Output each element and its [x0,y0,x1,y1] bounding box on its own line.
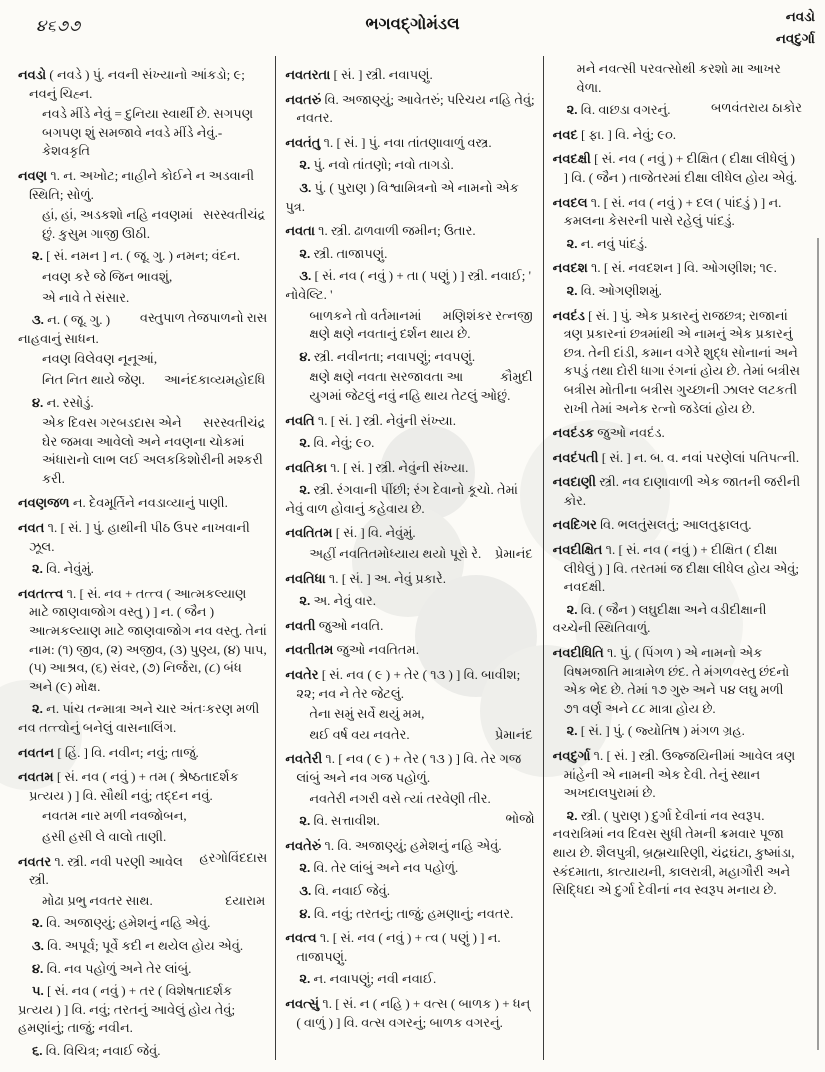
quote-line [309,368,532,405]
text-columns [18,56,810,1060]
dictionary-entry [285,570,534,589]
entry-text: વિ. વિચિત્ર; નવાઈ જેવું. [45,1042,161,1058]
dictionary-entry [285,837,534,856]
headword: નવતેરું [285,837,325,853]
sense-number: ૨. [566,807,581,823]
headword: નવતિધા [285,570,329,586]
sense-number: ૩. [299,268,315,284]
quote-line [309,705,532,724]
entry-text: હાં, હાં, અડકશો નહિ નવણમાં છું. કુસુમ ગાજી ઊઠી. [42,207,194,241]
sense-line [285,179,534,216]
quote-line [42,828,265,847]
entry-text: નવડે મીંડે નેવું = દુનિયા સ્વાર્થી છે. સગપણ બગપણ શું સમજાવે નવડે મીંડે નેવું.-કેશવકૃતિ [42,106,254,159]
sense-line [285,245,534,264]
entry-text: [ હિં. ] વિ. નવીન; નવું; તાજું. [57,744,199,760]
source-attribution: પ્રેમાનંદ [494,726,533,742]
entry-text: વિ. અપૂર્વ; પૂર્વે કદી ન થયેલ હોય એવું. [47,937,244,953]
dictionary-entry [285,134,534,153]
sense-number: ૨. [299,245,314,261]
sense-line [553,601,802,638]
entry-text: વિ. અજાણ્યું; હમેશનું નહિ એવું. [46,915,211,931]
headword: નવદિગર [552,517,601,533]
entry-text: [ સં. ] વિ. નેવુંમું. [335,525,416,541]
entry-text: ૧. [ સં. નવ ( નવું ) + દલ ( પાંદડું ) ] ન. કમલના કેસરની પાસે રહેલું પાંદડું. [563,194,782,229]
quote-line [42,892,265,911]
headword: નવતેર [285,667,322,683]
headword: નવતરું [285,91,325,107]
sense-number: ૨. [299,435,314,451]
headword: નવતા [285,223,319,239]
quote-line [42,105,265,161]
dictionary-entry [285,641,534,660]
quote-line [309,545,532,564]
dictionary-entry [285,412,534,431]
headword: નવદક્ષી [552,151,595,167]
guide-word-top: નવડો [785,9,815,24]
entry-text: સ્ત્રી. ( પુરાણ ) દુર્ગા દેવીનાં નવ સ્વરૂપ. નવરાત્રિમાં નવ દિવસ સુધી તેમની ક્રમવાર પૂજા થાય છે. શૈલપુત્રી, બ્રહ્મચારિણી, ચંદ્રઘંટા, કુષ્માંડા, સ્કંદમાતા, કાત્યાયની, કાલરાત્રી, મહાગૌરી અને સિદ્ધિદા એ દુર્ગા દેવીનાં નવ સ્વરૂપ મનાય છે. [552,807,795,898]
dictionary-entry [285,66,534,85]
source-attribution: હરગોવિંદદાસ [199,849,268,865]
entry-text: વિ. વાછડા વગરનું. [580,102,671,118]
dictionary-entry [285,750,534,787]
entry-text: બાળકને તો વર્તમાનમાં ક્ષણે ક્ષણે નવતાનું દર્શન થાય છે. [309,307,471,342]
sense-line [18,247,267,266]
entry-text: નવતેરી નગરી વસે ત્યાં તરવેણી તીર. [309,790,491,806]
entry-text: પું. નવો તાંતણો; નવો તાગડો. [313,157,454,173]
dictionary-entry [553,747,802,803]
dictionary-entry [18,494,267,513]
dictionary-entry [18,744,267,763]
entry-text: [ સં. નવ ( નવું ) + તર ( વિશેષતાદર્શક પ્રત્યય ) ] વિ. નવું; તરતનું આવેલું હોય તેવું; હમણાંનું; તાજું; નવીન. [18,983,236,1036]
entry-text: સ્ત્રી. તાજાપણું. [313,245,388,261]
sense-line [18,982,267,1038]
headword: નવતીતમ [285,642,337,658]
headword: નવતી [285,617,319,633]
sense-number: ૪. [299,905,314,921]
entry-text: સ્ત્રી. નવીનતા; નવાપણું; નવપણું. [313,348,476,364]
sense-number: ૨. [32,915,47,931]
headword: નવદાણી [552,474,600,490]
entry-text: ૧. વિ. અજાણ્યું; હમેશનું નહિ એવું. [324,837,502,853]
sense-number: ૨. [32,701,47,717]
entry-text: [ સં. નવ ( નવું ) + તમ ( શ્રેષ્ઠતાદર્શક પ્રત્યય ) ] વિ. સૌથી નવું; તદ્દન નવું. [29,769,239,803]
entry-text: [ સં. નવ ( ૯ ) + તેર ( ૧૩ ) ] વિ. બાવીશ; ૨૨; નવ ને તેર જેટલું. [296,667,521,701]
headword: નવદુર્ગા [552,748,594,763]
headword: નવતન [18,744,58,760]
dictionary-entry [553,194,802,231]
entry-text: ૧. [ સં. નવ + તત્ત્વ ( આત્મકલ્યાણ માટે જાણવાજોગ વસ્તુ ) ] ન. ( જૈન ) આત્મકલ્યાણ માટે જાણવાજોગ નવ વસ્તુ. તેનાં નામ: (૧) જીવ, (૨) અજીવ, (૩) પુણ્ય, (૪) પાપ, (૫) આશ્રવ, (૬) સંવર, (૭) નિર્જરા, (૮) બંધ અને (૯) મોક્ષ. [29,585,267,694]
quote-line [42,206,265,243]
quote-line [42,350,265,369]
sense-number: ૩. [299,882,315,898]
headword: નવદ [552,126,581,142]
entry-text: ૧. [ સં. નવ ( નવું ) + ત્વ ( પણું ) ] ન. તાજાપણું. [296,930,501,964]
headword: નવતિતમ [285,525,336,541]
headword: નવતંતુ [285,134,324,150]
entry-text: [ સં. ] પું. એક પ્રકારનું રાજછત્ર; રાજાનાં ત્રણ પ્રકારનાં છત્રમાંથી એ નામનું એક પ્રકારનું છત્ર. તેની દાંડી, કમાન વગેરે શુદ્ધ સોનાનાં અને કપડું તથા દોરી ધાગા રંગનાં હોય છે. તેમાં બત્રીસ બત્રીસ મોતીના બત્રીસ ગુચ્છાની ઝાલર લટકતી રાખી તેમાં અનેક રત્નો જડેલાં હોય છે. [563,307,800,416]
entry-text: ૧. [ સં. ] સ્ત્રી. ઉજ્જયિનીમાં આવેલ ત્રણ માંહેની એ નામની એક દેવી. તેનું સ્થાન અખદાલપુરામાં છે. [563,748,796,801]
sense-number: ૩. [32,937,48,953]
quote-line [42,414,265,488]
sense-line [18,560,267,579]
headword: નવતિ [285,412,318,428]
entry-text: ૧. [ સં. ] પું. હાથીની પીઠ ઉપર નાખવાની ઝૂલ. [29,520,250,554]
sense-line [285,348,534,367]
entry-text: સ્ત્રી. રંગવાની પીંછી; રંગ દેવાનો કૂચો. તેમાં નેવું વાળ હોવાનું કહેવાય છે. [285,482,518,516]
sense-line [285,859,534,878]
dictionary-entry [553,259,802,278]
entry-text: વિ. નેવુંમું. [46,561,94,577]
entry-text: ૧. [ સં. ન ( નહિ ) + વત્સ ( બાળક ) + ધન્ ( વાળું ) ] વિ. વત્સ વગરનું; બાળક વગરનું. [296,995,531,1030]
sense-line [18,394,267,413]
entry-text: ક્ષણે ક્ષણે નવતા સરજાવતા આ યુગમાં જેટલું નવું નહિ થાય તેટલું ઓછું. [309,369,511,403]
entry-text: પું. ( પુરાણ ) વિશ્વામિત્રનો એ નામનો એક પુત્ર. [285,179,519,214]
sense-number: ૨. [566,723,581,739]
sense-number: ૨. [566,235,581,251]
sense-line [285,481,534,518]
sense-number: ૪. [32,960,47,976]
entry-text: ૧. સ્ત્રી. નવી પરણી આવેલ સ્ત્રી. [29,853,183,888]
dictionary-entry [553,150,802,187]
dictionary-entry [553,424,802,443]
entry-text: વિ. સત્તાવીશ. [313,813,380,829]
sense-line [553,722,802,741]
entry-text: તેના સમું સર્વે થયું મમ, [309,706,425,722]
column-2 [275,56,542,1060]
sense-number: ૩. [299,179,315,195]
entry-text: મોઢા પ્રભુ નવતર સાથ. [42,892,153,908]
dictionary-entry [285,995,534,1032]
sense-line [18,960,267,979]
headword: નવણજળ [18,495,73,511]
headword: નવદીધિતિ [552,645,607,661]
quote-line [309,307,532,344]
headword: નવદંડ [552,307,589,323]
entry-text: ન. નવું પાંદડું. [580,235,648,251]
entry-text: વિ. તેર લાંબું અને નવ પહોળું. [313,860,459,876]
sense-number: ૫. [32,983,48,999]
sense-line [18,1042,267,1060]
sense-number: ૪. [299,348,314,364]
sense-number: ૨. [299,482,314,498]
entry-text: નવતમ નાર મળી નવજોબન, [42,808,187,824]
headword: નવદંપતી [552,449,602,465]
headword: નવદીક્ષિત [552,542,606,558]
dictionary-entry [553,644,802,718]
entry-text: [ સં. નવ ( નવું ) + દીક્ષિત ( દીક્ષા લીધેલું ) ] વિ. ( જૈન ) તાજેતરમાં દીક્ષા લીધેલ હોય એવું. [563,151,797,185]
entry-text: નવણ કરે જે જિન ભાવશું, [42,268,173,284]
entry-text: ૧. [ સં. ] પું. નવા તાંતણાવાળું વસ્ત્ર. [323,134,492,150]
sense-number: ૨. [566,282,581,298]
source-attribution: કૌમુદી [499,369,533,385]
headword: નવદશ [552,260,591,276]
guide-words [776,6,815,51]
entry-text: જુઓ નવતિતમ. [336,642,419,658]
headword: નવત્વ [285,930,320,946]
sense-line [553,235,802,254]
dictionary-entry [285,222,534,241]
dictionary-entry [285,929,534,966]
entry-text: નવણ વિલેવણ નૂનૂઆં, [42,351,158,367]
entry-text: વિ. નવાઈ જેવું. [314,882,390,898]
dictionary-entry [285,91,534,128]
dictionary-entry [285,666,534,703]
entry-text: ૧. ન. અખોટ; નાહીને કોઈને ન અડવાની સ્થિતિ; સોળું. [29,167,255,202]
headword: નવત્સું [285,995,323,1011]
entry-text: ૧. [ સં. ] અ. નેવું પ્રકારે. [328,570,446,586]
sense-line [285,434,534,453]
headword: નવણ [18,167,51,183]
source-attribution: આનંદકાવ્યમહોદધિ [164,371,266,387]
entry-text: ૧. [ સં. ] સ્ત્રી. નેવુંની સંખ્યા. [330,459,469,475]
sense-number: ૨. [299,813,314,829]
source-attribution: સરસ્વતીચંદ્ર [203,415,266,431]
sense-number: ૪. [32,394,47,410]
entry-text: ૧. [ સં. ] સ્ત્રી. નેવુંની સંખ્યા. [317,412,456,428]
dictionary-entry [18,66,267,103]
entry-text: [ ફા. ] વિ. નેવું; ૯૦. [580,126,677,142]
headword: નવતર [18,853,55,869]
entry-text: ૧. [ સં. નવ ( નવું ) + દીક્ષિત ( દીક્ષા લીધેલું ) ] વિ. તરતમાં જ દીક્ષા લીધેલ હોય એવું; નવદક્ષી. [563,542,799,595]
entry-text: વિ. નવ પહોળું અને તેર લાંબું. [46,960,192,976]
sense-line [18,700,267,737]
entry-text: મને નવત્સી પરવત્સોથી કરશો મા આખર વેળા. [576,61,781,95]
entry-text: જુઓ નવતિ. [318,617,384,633]
quote-line [42,807,265,826]
sense-number: ૨. [32,561,47,577]
dictionary-entry [285,459,534,478]
entry-text: ન. પાંચ તન્માત્રા અને ચાર અંતઃકરણ મળી નવ તત્ત્વોનું બનેલું વાસનાલિંગ. [18,701,260,735]
entry-text: [ સં. ] સ્ત્રી. નવાપણું. [333,67,433,82]
page-title: ભગવદ્ગોમંડલ [365,14,460,33]
headword: નવત [18,520,48,536]
entry-text: અ. નેવું વાર. [313,593,376,609]
entry-text: વિ. ઓગણીશમું. [580,282,662,298]
sense-number: ૨. [299,860,314,876]
entry-text: ન. દેવમૂર્તિને નવડાવ્યાનું પાણી. [72,495,228,511]
sense-number: ૨. [299,157,314,173]
dictionary-entry [285,524,534,543]
entry-text: વિ. અજાણ્યું; આવેતરું; પરિચય નહિ તેવું; નવતર. [296,91,535,126]
quote-line [577,60,800,97]
sense-line [285,592,534,611]
sense-line [553,282,802,301]
source-attribution: મણિશંકર રત્નજી [442,307,533,323]
entry-text: વિ. ( જૈન ) લઘુદીક્ષા અને વડીદીક્ષાની વચ્ચેની સ્થિતિવાળું. [552,601,767,636]
sense-line [285,812,534,831]
dictionary-entry [553,126,802,145]
scan-edge-artifact [817,238,819,1050]
entry-text: હસી હસી લે વાલો તાણી. [42,828,167,844]
dictionary-entry [18,768,267,805]
source-attribution: દયારામ [225,892,266,908]
sense-number: ૨. [566,102,581,118]
entry-text: થઈ વર્ષ વય નવતેર. [309,726,410,742]
sense-line [285,156,534,175]
dictionary-entry [553,307,802,419]
headword: નવતરતા [285,67,334,82]
dictionary-entry [18,519,267,556]
sense-line [18,937,267,956]
entry-text: નિત નિત થાયે જેણ. [42,371,145,387]
entry-text: [ સં. ] પું. ( જ્યોતિષ ) મંગળ ગ્રહ. [580,723,745,739]
quote-line [42,289,265,308]
sense-line [18,914,267,933]
source-attribution: પ્રેમાનંદ [494,546,533,562]
entry-text: વિ. નેવું; ૯૦. [313,435,375,451]
headword: નવદંડક [552,425,598,441]
entry-text: એ નાવે તે સંસાર. [42,289,130,305]
source-attribution: બળવંતરાય ઠાકોર [710,100,802,116]
column-1 [18,56,275,1060]
sense-line [285,970,534,989]
sense-number: ૨. [32,248,47,264]
entry-text: ન. નવાપણું; નવી નવાઈ. [313,971,437,987]
source-attribution: વસ્તુપાળ તેજપાળનો રાસ [139,310,268,326]
headword: નવતમ [18,769,57,785]
guide-word-bottom: નવદુર્ગા [775,31,815,47]
headword: નવતેરી [285,751,326,767]
entry-text: ૧. [ સં. નવદશન ] વિ. ઓગણીશ; ૧૯. [590,260,777,276]
page-number: ૪૬૭૭ [36,18,82,35]
entry-text: વિ. ભલતુંસલતું; આલતુફાલતુ. [600,517,752,533]
entry-text: [ સં. ] ન. બ. વ. નવાં પરણેલાં પતિપત્ની. [601,449,800,465]
dictionary-entry [18,167,267,204]
sense-line [553,807,802,900]
headword: નવતત્ત્વ [18,585,67,601]
entry-text: ૧. પું. ( પિંગળ ) એ નામનો એક વિષમજાતિ માત્રામેળ છંદ. તે મંગળવસ્તુ છંદનો એક ભેદ છે. તેમાં ૧૭ ગુરુ અને ૫૪ લઘુ મળી ૭૧ વર્ણ અને ૮૮ માત્રા હોય છે. [563,645,790,716]
entry-text: ન. ( જૂ. ગુ. ) નાહવાનું સાધન. [18,312,111,346]
sense-number: ૨. [566,601,581,617]
quote-line [42,268,265,287]
sense-number: ૬. [32,1042,46,1058]
dictionary-entry [553,516,802,535]
column-3 [543,56,810,1060]
dictionary-entry [18,585,267,697]
sense-line [285,905,534,924]
source-attribution: સરસ્વતીચંદ્ર [203,207,266,223]
entry-text: ન. રસોડું. [46,394,94,410]
quote-line [309,726,532,745]
source-attribution: ભોજો [505,811,535,827]
entry-text: ૧. [ નવ ( ૯ ) + તેર ( ૧૩ ) ] વિ. તેર ગજ લાંબું અને નવ ગજ પહોળું. [296,751,522,785]
sense-line [285,267,534,304]
dictionary-entry [285,617,534,636]
headword: નવતિકા [285,459,331,475]
entry-text: સ્ત્રી. નવ દાણાવાળી એક જાતની જરીની કોર. [563,474,801,508]
quote-line [42,371,265,390]
sense-number: ૨. [299,971,314,987]
sense-number: ૩. [32,312,48,328]
entry-text: એક દિવસ ગરબડદાસ એને ઘેર જમવા આવેલો અને નવણના ચોકમાં અંધારાનો લાભ લઈ અલકકિશોરીની મશ્કરી કરી. [42,415,263,486]
entry-text: અહીં નવતિતમોધ્યાય થયો પૂરો રે. [309,546,482,562]
quote-line [309,790,532,809]
headword: નવદલ [552,194,591,210]
entry-text: [ સં. નવ ( નવું ) + તા ( પણું ) ] સ્ત્રી. નવાઈ; ' નોવેલ્ટિ. ' [285,268,531,302]
entry-text: [ સં. નમન ] ન. ( જૂ. ગુ. ) નમન; વંદન. [46,248,240,264]
entry-text: વિ. નવું; તરતનું; તાજું; હમણાનું; નવતર. [313,905,514,921]
dictionary-entry [553,473,802,510]
entry-text: ૧. સ્ત્રી. ઢાળવાળી જમીન; ઉતાર. [318,223,476,239]
entry-text: જુઓ નવદંડ. [597,425,665,441]
sense-number: ૨. [299,593,314,609]
headword: નવડો [18,67,50,82]
sense-line [285,882,534,901]
entry-text: ( નવડે ) પું. નવની સંખ્યાનો આંકડો; ૯; નવનું ચિહ્ન. [29,67,245,101]
dictionary-entry [553,449,802,468]
dictionary-entry [553,541,802,597]
